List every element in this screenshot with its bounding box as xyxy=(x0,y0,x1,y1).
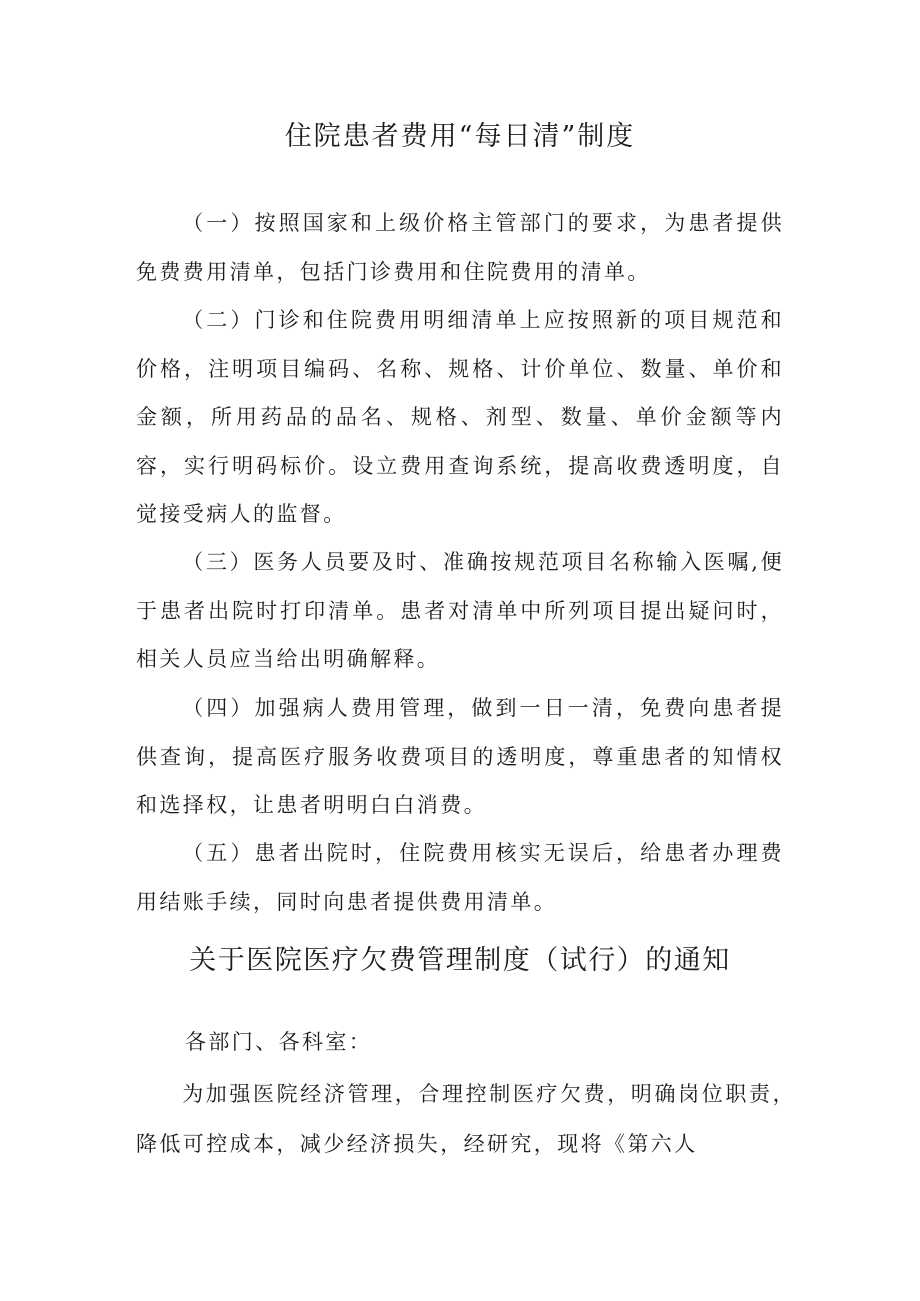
paragraph-item-1: （一）按照国家和上级价格主管部门的要求，为患者提供免费费用清单，包括门诊费用和住院费用的清单。 xyxy=(136,211,784,284)
document-title-arrears-notice: 关于医院医疗欠费管理制度（试行）的通知 xyxy=(189,945,731,976)
paragraph-item-3: （三）医务人员要及时、准确按规范项目名称输入医嘱,便于患者出院时打印清单。患者对清单中所列项目提出疑问时，相关人员应当给出明确解释。 xyxy=(136,550,784,671)
document-title-daily-clearance: 住院患者费用“每日清”制度 xyxy=(284,121,636,152)
notice-body-paragraph: 为加强医院经济管理，合理控制医疗欠费，明确岗位职责，降低可控成本，减少经济损失，经研究，现将《第六人 xyxy=(136,1082,796,1156)
paragraph-item-5: （五）患者出院时，住院费用核实无误后，给患者办理费用结账手续，同时向患者提供费用清单。 xyxy=(136,841,784,914)
paragraph-item-4: （四）加强病人费用管理，做到一日一清，免费向患者提供查询，提高医疗服务收费项目的透明度，尊重患者的知情权和选择权，让患者明明白白消费。 xyxy=(136,696,784,817)
paragraph-item-2: （二）门诊和住院费用明细清单上应按照新的项目规范和价格，注明项目编码、名称、规格、计价单位、数量、单价和金额，所用药品的品名、规格、剂型、数量、单价金额等内容，实行明码标价。设立费用查询系统，提高收费透明度，自觉接受病人的监督。 xyxy=(136,308,784,526)
notice-salutation: 各部门、各科室： xyxy=(185,1030,373,1054)
